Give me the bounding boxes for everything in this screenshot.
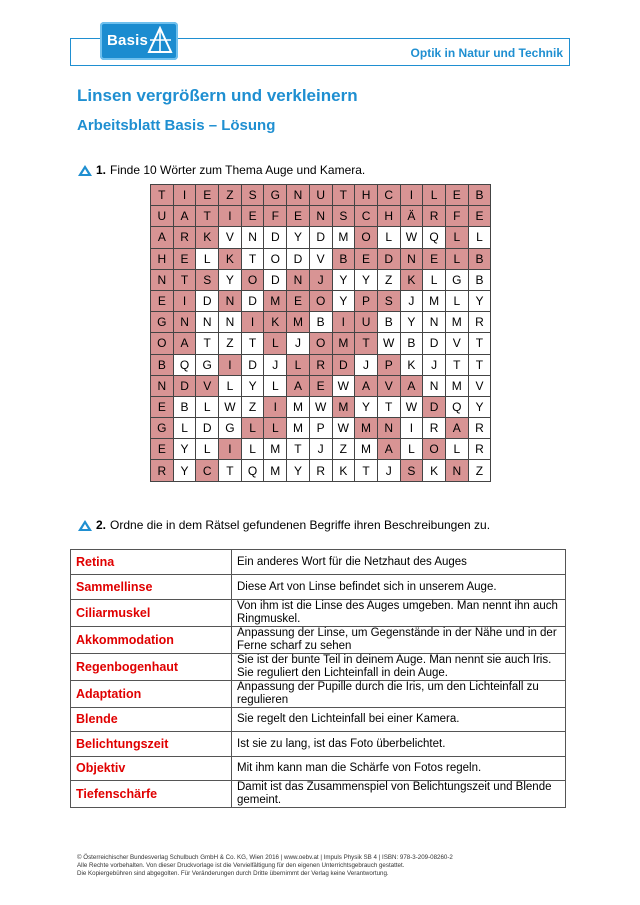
- grid-cell: G: [151, 312, 174, 333]
- difficulty-icon: [77, 519, 93, 532]
- grid-cell: Q: [173, 354, 196, 375]
- grid-cell: Y: [241, 375, 264, 396]
- grid-cell: T: [355, 460, 378, 481]
- grid-cell: O: [241, 269, 264, 290]
- table-row: [71, 550, 566, 575]
- grid-cell: K: [400, 269, 423, 290]
- grid-cell: H: [377, 206, 400, 227]
- grid-cell: B: [309, 312, 332, 333]
- grid-cell: N: [287, 185, 310, 206]
- logo-text: Basis: [107, 32, 149, 49]
- grid-cell: M: [264, 290, 287, 311]
- grid-cell: Y: [400, 312, 423, 333]
- table-row: [71, 575, 566, 600]
- description-cell: Damit ist das Zusammenspiel von Belichtungszeit und Blende gemeint.: [232, 781, 566, 808]
- grid-cell: I: [264, 396, 287, 417]
- grid-cell: I: [241, 312, 264, 333]
- grid-cell: W: [309, 396, 332, 417]
- grid-cell: I: [173, 290, 196, 311]
- description-cell: Sie regelt den Lichteinfall bei einer Kamera.: [232, 708, 566, 732]
- grid-cell: E: [241, 206, 264, 227]
- grid-cell: C: [196, 460, 219, 481]
- grid-cell: O: [355, 227, 378, 248]
- grid-cell: M: [355, 418, 378, 439]
- task-1-number: 1.: [96, 163, 107, 177]
- grid-cell: K: [196, 227, 219, 248]
- grid-cell: T: [219, 460, 242, 481]
- grid-cell: L: [445, 290, 468, 311]
- grid-row: [151, 269, 491, 290]
- grid-cell: Y: [355, 396, 378, 417]
- grid-cell: N: [173, 312, 196, 333]
- grid-cell: P: [355, 290, 378, 311]
- grid-cell: Y: [287, 460, 310, 481]
- grid-cell: M: [445, 375, 468, 396]
- grid-cell: W: [332, 418, 355, 439]
- grid-cell: D: [241, 290, 264, 311]
- grid-cell: R: [151, 460, 174, 481]
- grid-cell: A: [287, 375, 310, 396]
- grid-cell: M: [332, 396, 355, 417]
- grid-cell: H: [355, 185, 378, 206]
- grid-cell: L: [377, 227, 400, 248]
- grid-cell: V: [309, 248, 332, 269]
- grid-cell: K: [400, 354, 423, 375]
- term-cell: Retina: [71, 550, 232, 575]
- grid-cell: T: [241, 248, 264, 269]
- grid-cell: L: [264, 418, 287, 439]
- grid-cell: E: [151, 396, 174, 417]
- grid-cell: R: [309, 460, 332, 481]
- grid-cell: F: [445, 206, 468, 227]
- grid-cell: L: [445, 248, 468, 269]
- grid-cell: Y: [355, 269, 378, 290]
- grid-row: [151, 248, 491, 269]
- description-cell: Anpassung der Pupille durch die Iris, um den Lichteinfall zu regulieren: [232, 681, 566, 708]
- grid-cell: G: [196, 354, 219, 375]
- grid-cell: N: [287, 269, 310, 290]
- grid-row: [151, 354, 491, 375]
- grid-cell: N: [423, 312, 446, 333]
- grid-cell: U: [151, 206, 174, 227]
- grid-cell: N: [219, 312, 242, 333]
- series-title: Optik in Natur und Technik: [410, 46, 563, 60]
- grid-cell: D: [309, 227, 332, 248]
- grid-cell: J: [309, 269, 332, 290]
- grid-cell: I: [219, 354, 242, 375]
- grid-cell: L: [196, 439, 219, 460]
- grid-row: [151, 227, 491, 248]
- grid-cell: Z: [219, 185, 242, 206]
- grid-cell: W: [332, 375, 355, 396]
- grid-cell: W: [377, 333, 400, 354]
- footer-line: Alle Rechte vorbehalten. Von dieser Druckvorlage ist die Vervielfältigung für den eigenen Unterrichtsgebrauch gestattet.: [77, 862, 405, 869]
- grid-cell: E: [287, 206, 310, 227]
- grid-cell: O: [423, 439, 446, 460]
- description-cell: Diese Art von Linse befindet sich in unserem Auge.: [232, 575, 566, 600]
- grid-cell: S: [332, 206, 355, 227]
- grid-cell: L: [241, 439, 264, 460]
- grid-cell: M: [287, 396, 310, 417]
- grid-cell: F: [264, 206, 287, 227]
- grid-cell: N: [196, 312, 219, 333]
- grid-cell: T: [468, 354, 491, 375]
- grid-cell: M: [445, 312, 468, 333]
- table-row: [71, 757, 566, 781]
- grid-cell: E: [151, 290, 174, 311]
- grid-cell: G: [445, 269, 468, 290]
- grid-cell: B: [151, 354, 174, 375]
- grid-cell: L: [423, 269, 446, 290]
- grid-cell: D: [423, 396, 446, 417]
- grid-cell: A: [173, 206, 196, 227]
- description-table: [70, 549, 566, 808]
- grid-cell: R: [468, 312, 491, 333]
- grid-cell: T: [468, 333, 491, 354]
- grid-cell: T: [241, 333, 264, 354]
- grid-cell: K: [264, 312, 287, 333]
- grid-cell: D: [264, 269, 287, 290]
- grid-cell: Q: [445, 396, 468, 417]
- grid-cell: B: [468, 248, 491, 269]
- grid-cell: M: [264, 460, 287, 481]
- grid-cell: M: [264, 439, 287, 460]
- grid-cell: B: [332, 248, 355, 269]
- footer: [77, 854, 453, 878]
- grid-cell: Ä: [400, 206, 423, 227]
- grid-cell: O: [309, 290, 332, 311]
- word-search-grid: [150, 184, 491, 482]
- grid-cell: M: [332, 227, 355, 248]
- grid-cell: Z: [468, 460, 491, 481]
- term-cell: Akkommodation: [71, 627, 232, 654]
- table-row: [71, 627, 566, 654]
- grid-cell: L: [264, 375, 287, 396]
- term-cell: Blende: [71, 708, 232, 732]
- grid-cell: Y: [173, 439, 196, 460]
- grid-cell: V: [377, 375, 400, 396]
- grid-cell: L: [196, 396, 219, 417]
- grid-cell: H: [151, 248, 174, 269]
- grid-row: [151, 418, 491, 439]
- term-cell: Sammellinse: [71, 575, 232, 600]
- grid-cell: J: [309, 439, 332, 460]
- grid-cell: E: [309, 375, 332, 396]
- grid-row: [151, 206, 491, 227]
- task-2-text: Ordne die in dem Rätsel gefundenen Begriffe ihren Beschreibungen zu.: [110, 518, 491, 532]
- grid-cell: D: [196, 418, 219, 439]
- grid-cell: V: [445, 333, 468, 354]
- grid-cell: O: [309, 333, 332, 354]
- grid-cell: N: [445, 460, 468, 481]
- page-subtitle: Arbeitsblatt Basis – Lösung: [77, 117, 276, 134]
- grid-row: [151, 185, 491, 206]
- grid-cell: W: [400, 227, 423, 248]
- grid-cell: L: [287, 354, 310, 375]
- grid-cell: R: [468, 418, 491, 439]
- grid-cell: T: [445, 354, 468, 375]
- grid-cell: G: [151, 418, 174, 439]
- grid-cell: E: [445, 185, 468, 206]
- grid-cell: N: [151, 269, 174, 290]
- grid-cell: L: [445, 227, 468, 248]
- grid-cell: T: [355, 333, 378, 354]
- grid-cell: I: [400, 418, 423, 439]
- term-cell: Regenbogenhaut: [71, 654, 232, 681]
- description-cell: Ist sie zu lang, ist das Foto überbelichtet.: [232, 732, 566, 757]
- task-1: [77, 163, 365, 177]
- grid-cell: T: [196, 333, 219, 354]
- grid-cell: W: [400, 396, 423, 417]
- grid-cell: E: [173, 248, 196, 269]
- task-1-text: Finde 10 Wörter zum Thema Auge und Kamera.: [110, 163, 366, 177]
- grid-cell: N: [400, 248, 423, 269]
- grid-cell: P: [377, 354, 400, 375]
- grid-cell: T: [173, 269, 196, 290]
- term-cell: Adaptation: [71, 681, 232, 708]
- grid-cell: R: [309, 354, 332, 375]
- grid-cell: T: [377, 396, 400, 417]
- grid-cell: U: [355, 312, 378, 333]
- grid-cell: Q: [423, 227, 446, 248]
- grid-cell: A: [151, 227, 174, 248]
- grid-cell: Y: [287, 227, 310, 248]
- footer-line: Die Kopiergebühren sind abgegolten. Für Veränderungen durch Dritte übernimmt der Verlag keine Verantwortung.: [77, 870, 389, 877]
- grid-cell: J: [423, 354, 446, 375]
- description-cell: Sie ist der bunte Teil in deinem Auge. Man nennt sie auch Iris. Sie reguliert den Lichteinfall in dein Auge.: [232, 654, 566, 681]
- grid-cell: N: [309, 206, 332, 227]
- grid-cell: L: [400, 439, 423, 460]
- grid-cell: M: [423, 290, 446, 311]
- grid-cell: B: [377, 312, 400, 333]
- grid-cell: D: [332, 354, 355, 375]
- grid-cell: Z: [241, 396, 264, 417]
- grid-cell: I: [400, 185, 423, 206]
- grid-cell: N: [377, 418, 400, 439]
- basis-logo: [100, 22, 178, 60]
- task-2: [77, 518, 490, 532]
- grid-cell: K: [423, 460, 446, 481]
- grid-cell: B: [400, 333, 423, 354]
- grid-cell: D: [196, 290, 219, 311]
- grid-cell: A: [377, 439, 400, 460]
- grid-cell: Y: [332, 290, 355, 311]
- grid-cell: T: [151, 185, 174, 206]
- grid-cell: Y: [219, 269, 242, 290]
- grid-cell: T: [196, 206, 219, 227]
- description-cell: Mit ihm kann man die Schärfe von Fotos regeln.: [232, 757, 566, 781]
- term-cell: Objektiv: [71, 757, 232, 781]
- grid-cell: O: [151, 333, 174, 354]
- term-cell: Belichtungszeit: [71, 732, 232, 757]
- grid-cell: Z: [219, 333, 242, 354]
- table-row: [71, 781, 566, 808]
- grid-cell: C: [355, 206, 378, 227]
- grid-cell: E: [151, 439, 174, 460]
- grid-cell: D: [264, 227, 287, 248]
- grid-cell: B: [173, 396, 196, 417]
- grid-row: [151, 439, 491, 460]
- grid-cell: C: [377, 185, 400, 206]
- table-row: [71, 681, 566, 708]
- grid-cell: S: [400, 460, 423, 481]
- grid-cell: L: [445, 439, 468, 460]
- grid-cell: Y: [332, 269, 355, 290]
- description-cell: Von ihm ist die Linse des Auges umgeben. Man nennt ihn auch Ringmuskel.: [232, 600, 566, 627]
- grid-cell: B: [468, 269, 491, 290]
- grid-cell: W: [219, 396, 242, 417]
- grid-cell: I: [332, 312, 355, 333]
- grid-cell: T: [332, 185, 355, 206]
- grid-cell: J: [264, 354, 287, 375]
- grid-cell: L: [264, 333, 287, 354]
- grid-cell: M: [355, 439, 378, 460]
- grid-cell: E: [196, 185, 219, 206]
- table-row: [71, 708, 566, 732]
- grid-cell: M: [287, 312, 310, 333]
- page-title: Linsen vergrößern und verkleinern: [77, 86, 358, 105]
- grid-cell: J: [355, 354, 378, 375]
- grid-row: [151, 460, 491, 481]
- footer-line: © Österreichischer Bundesverlag Schulbuch GmbH & Co. KG, Wien 2016 | www.oebv.at | Impuls Physik SB 4 | ISBN: 978-3-209-08260-2: [77, 854, 453, 861]
- difficulty-icon: [77, 164, 93, 177]
- grid-cell: I: [219, 439, 242, 460]
- term-cell: Ciliarmuskel: [71, 600, 232, 627]
- grid-cell: E: [423, 248, 446, 269]
- grid-cell: L: [423, 185, 446, 206]
- grid-cell: E: [287, 290, 310, 311]
- grid-row: [151, 333, 491, 354]
- grid-cell: U: [309, 185, 332, 206]
- grid-cell: Y: [173, 460, 196, 481]
- table-row: [71, 732, 566, 757]
- grid-cell: J: [287, 333, 310, 354]
- basis-logo-icon: [147, 26, 173, 54]
- grid-cell: Y: [468, 290, 491, 311]
- grid-cell: D: [173, 375, 196, 396]
- table-row: [71, 654, 566, 681]
- grid-cell: Z: [332, 439, 355, 460]
- task-2-number: 2.: [96, 518, 107, 532]
- grid-cell: A: [173, 333, 196, 354]
- grid-cell: I: [219, 206, 242, 227]
- grid-cell: L: [196, 248, 219, 269]
- grid-cell: A: [445, 418, 468, 439]
- grid-row: [151, 290, 491, 311]
- grid-cell: E: [468, 206, 491, 227]
- grid-cell: A: [355, 375, 378, 396]
- grid-cell: J: [377, 460, 400, 481]
- grid-cell: A: [400, 375, 423, 396]
- grid-row: [151, 312, 491, 333]
- grid-cell: S: [241, 185, 264, 206]
- grid-cell: L: [241, 418, 264, 439]
- grid-cell: R: [468, 439, 491, 460]
- table-row: [71, 600, 566, 627]
- grid-cell: O: [264, 248, 287, 269]
- grid-cell: S: [377, 290, 400, 311]
- grid-cell: J: [400, 290, 423, 311]
- grid-cell: Q: [241, 460, 264, 481]
- grid-row: [151, 375, 491, 396]
- grid-cell: G: [264, 185, 287, 206]
- grid-cell: K: [332, 460, 355, 481]
- grid-cell: D: [287, 248, 310, 269]
- grid-cell: T: [287, 439, 310, 460]
- grid-cell: N: [423, 375, 446, 396]
- grid-cell: M: [332, 333, 355, 354]
- grid-cell: V: [196, 375, 219, 396]
- grid-cell: N: [151, 375, 174, 396]
- grid-cell: D: [241, 354, 264, 375]
- grid-cell: L: [468, 227, 491, 248]
- description-cell: Ein anderes Wort für die Netzhaut des Auges: [232, 550, 566, 575]
- grid-cell: M: [287, 418, 310, 439]
- grid-cell: N: [219, 290, 242, 311]
- grid-cell: E: [355, 248, 378, 269]
- grid-cell: Y: [468, 396, 491, 417]
- grid-cell: B: [468, 185, 491, 206]
- grid-row: [151, 396, 491, 417]
- grid-cell: D: [423, 333, 446, 354]
- grid-cell: R: [423, 418, 446, 439]
- term-cell: Tiefenschärfe: [71, 781, 232, 808]
- grid-cell: S: [196, 269, 219, 290]
- grid-cell: L: [219, 375, 242, 396]
- grid-cell: G: [219, 418, 242, 439]
- grid-cell: V: [468, 375, 491, 396]
- grid-cell: V: [219, 227, 242, 248]
- description-cell: Anpassung der Linse, um Gegenstände in der Nähe und in der Ferne scharf zu sehen: [232, 627, 566, 654]
- grid-cell: R: [173, 227, 196, 248]
- grid-cell: Z: [377, 269, 400, 290]
- grid-cell: D: [377, 248, 400, 269]
- grid-cell: K: [219, 248, 242, 269]
- grid-cell: P: [309, 418, 332, 439]
- grid-cell: L: [173, 418, 196, 439]
- grid-cell: I: [173, 185, 196, 206]
- grid-cell: N: [241, 227, 264, 248]
- grid-cell: R: [423, 206, 446, 227]
